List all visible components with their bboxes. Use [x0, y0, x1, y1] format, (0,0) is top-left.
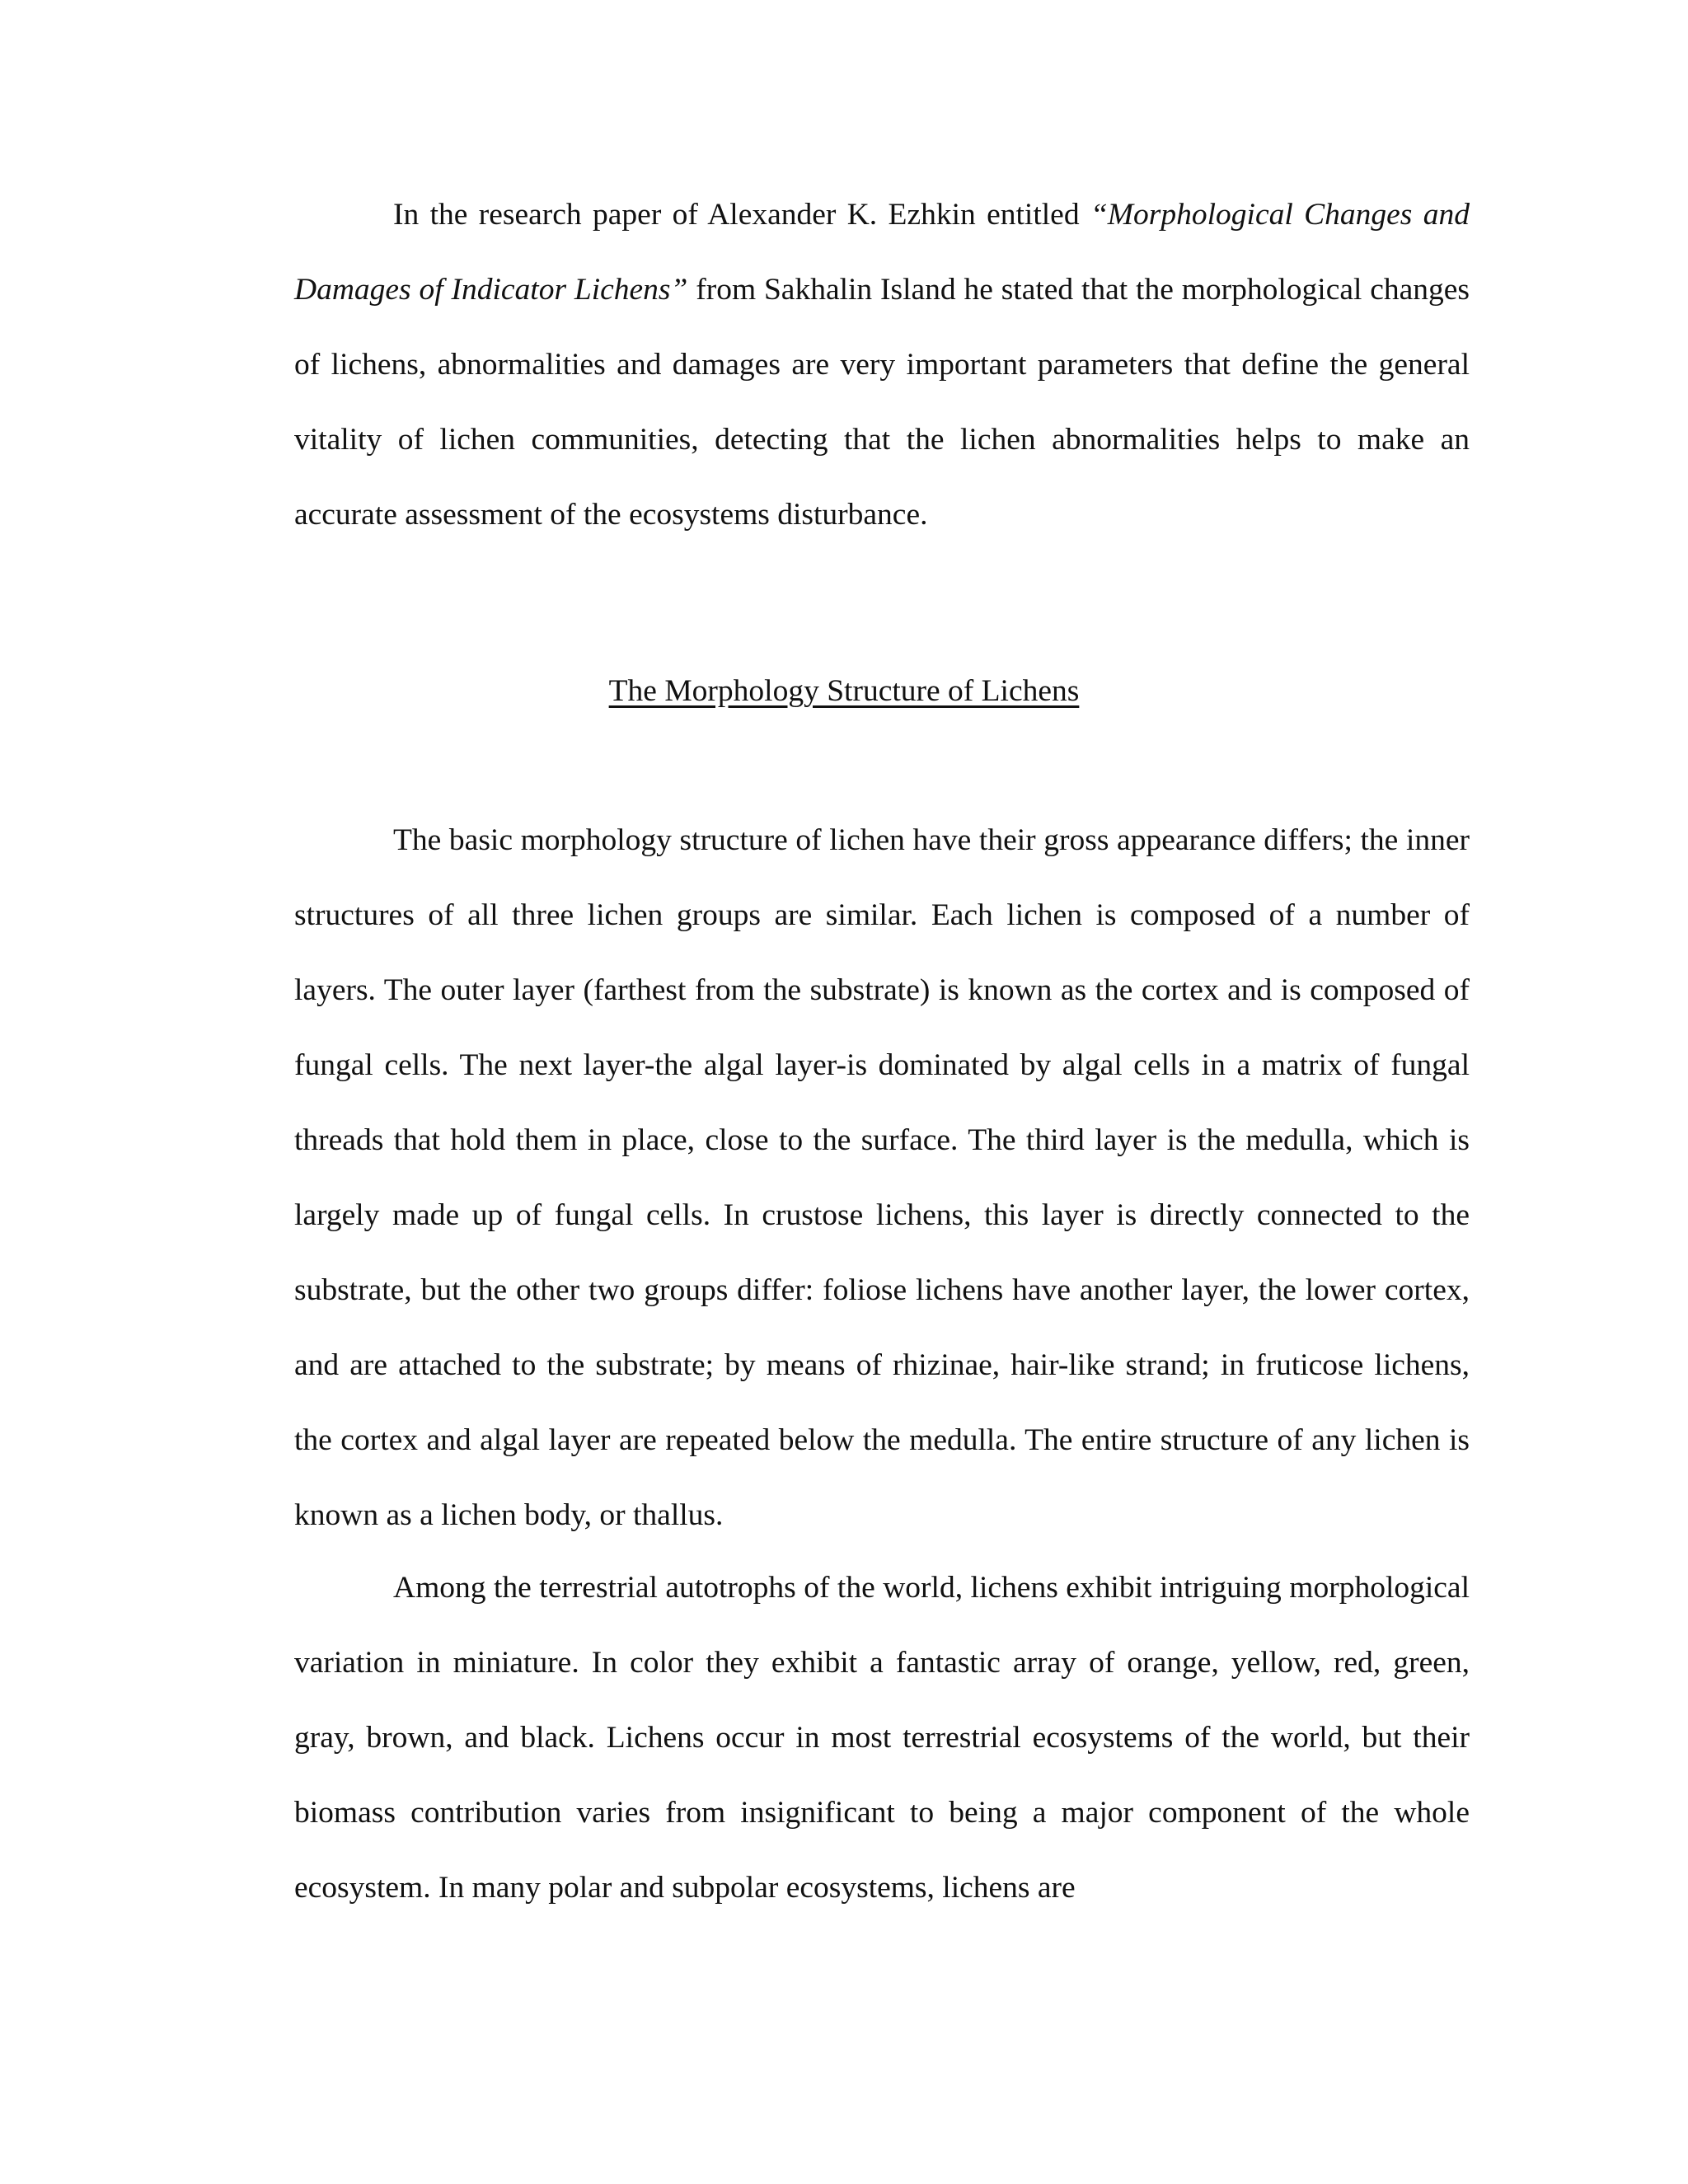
section-heading	[0, 654, 1688, 729]
intro-text-after-title: from Sakhalin Island he stated that the morphological changes of lichens, abnormalities and damages are very important parameters that define the general vitality of lichen communities, detecting that the lichen abnormalities helps to make an accurate assessment of the ecosystems disturbance.	[294, 273, 1470, 532]
morphology-paragraph: The basic morphology structure of lichen have their gross appearance differs; the inner structures of all three lichen groups are similar. Each lichen is composed of a number of layers. The outer layer (farthest from the substrate) is known as the cortex and is composed of fungal cells. The next layer-the algal layer-is dominated by algal cells in a matrix of fungal threads that hold them in place, close to the surface. The third layer is the medulla, which is largely made up of fungal cells. In crustose lichens, this layer is directly connected to the substrate, but the other two groups differ: foliose lichens have another layer, the lower cortex, and are attached to the substrate; by means of rhizinae, hair-like strand; in fruticose lichens, the cortex and algal layer are repeated below the medulla. The entire structure of any lichen is known as a lichen body, or thallus.	[294, 823, 1470, 1532]
autotrophs-paragraph: Among the terrestrial autotrophs of the world, lichens exhibit intriguing morphological variation in miniature. In color they exhibit a fantastic array of orange, yellow, red, green, gray, brown, and black. Lichens occur in most terrestrial ecosystems of the world, but their biomass contribution varies from insignificant to being a major component of the whole ecosystem. In many polar and subpolar ecosystems, lichens are	[294, 1571, 1470, 1905]
intro-paragraph	[294, 177, 1470, 552]
intro-text-before-title: In the research paper of Alexander K. Ezhkin entitled	[393, 198, 1090, 232]
section-heading-text: The Morphology Structure of Lichens	[608, 674, 1080, 708]
paper-title: “Morphological Changes and Damages of Indicator Lichens”	[294, 198, 1470, 307]
